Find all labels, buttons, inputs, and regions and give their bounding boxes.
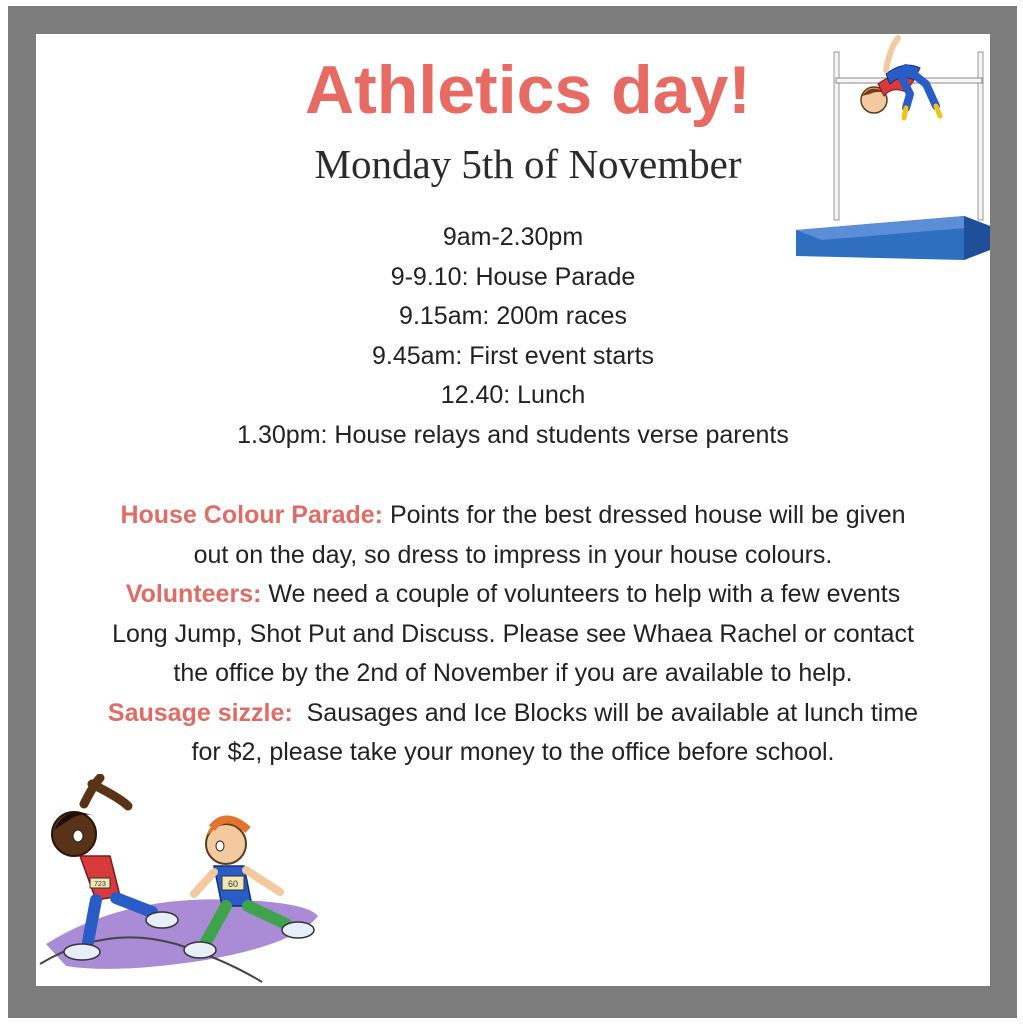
sizzle-paragraph bbox=[36, 694, 990, 734]
parade-paragraph bbox=[36, 496, 990, 536]
volunteers-text-line: the office by the 2nd of November if you are available to help. bbox=[173, 659, 853, 687]
parade-text-line: out on the day, so dress to impress in your house colours. bbox=[193, 540, 833, 569]
parade-text-line: Points for the best dressed house will be given bbox=[383, 501, 906, 529]
sizzle-text-line: for $2, please take your money to the office before school. bbox=[191, 738, 835, 766]
schedule-item: 9am-2.30pm bbox=[442, 223, 584, 251]
bib-number: 60 bbox=[227, 879, 239, 889]
schedule-item: 9.45am: First event starts bbox=[371, 341, 655, 370]
poster-card bbox=[36, 34, 990, 986]
racing-runners-illustration bbox=[36, 774, 336, 986]
volunteers-text-line: Long Jump, Shot Put and Discuss. Please see Whaea Rachel or contact bbox=[112, 619, 914, 648]
volunteers-paragraph bbox=[36, 575, 990, 615]
sizzle-text-line: Sausages and Ice Blocks will be available at lunch time bbox=[292, 698, 919, 727]
info-section bbox=[36, 496, 990, 773]
schedule-item: 9.15am: 200m races bbox=[399, 302, 627, 330]
page-title: Athletics day! bbox=[305, 52, 751, 128]
schedule-item: 1.30pm: House relays and students verse parents bbox=[237, 420, 789, 449]
sizzle-label: Sausage sizzle: bbox=[107, 698, 293, 727]
schedule-item: 9-9.10: House Parade bbox=[390, 262, 636, 291]
schedule-item: 12.40: Lunch bbox=[440, 381, 586, 409]
volunteers-text-line: We need a couple of volunteers to help with a few events bbox=[261, 580, 901, 608]
event-date: Monday 5th of November bbox=[314, 141, 742, 187]
volunteers-label: Volunteers: bbox=[125, 580, 262, 608]
high-jumper-illustration bbox=[786, 34, 990, 266]
parade-label: House Colour Parade: bbox=[120, 501, 384, 529]
bib-number: 723 bbox=[94, 881, 106, 888]
